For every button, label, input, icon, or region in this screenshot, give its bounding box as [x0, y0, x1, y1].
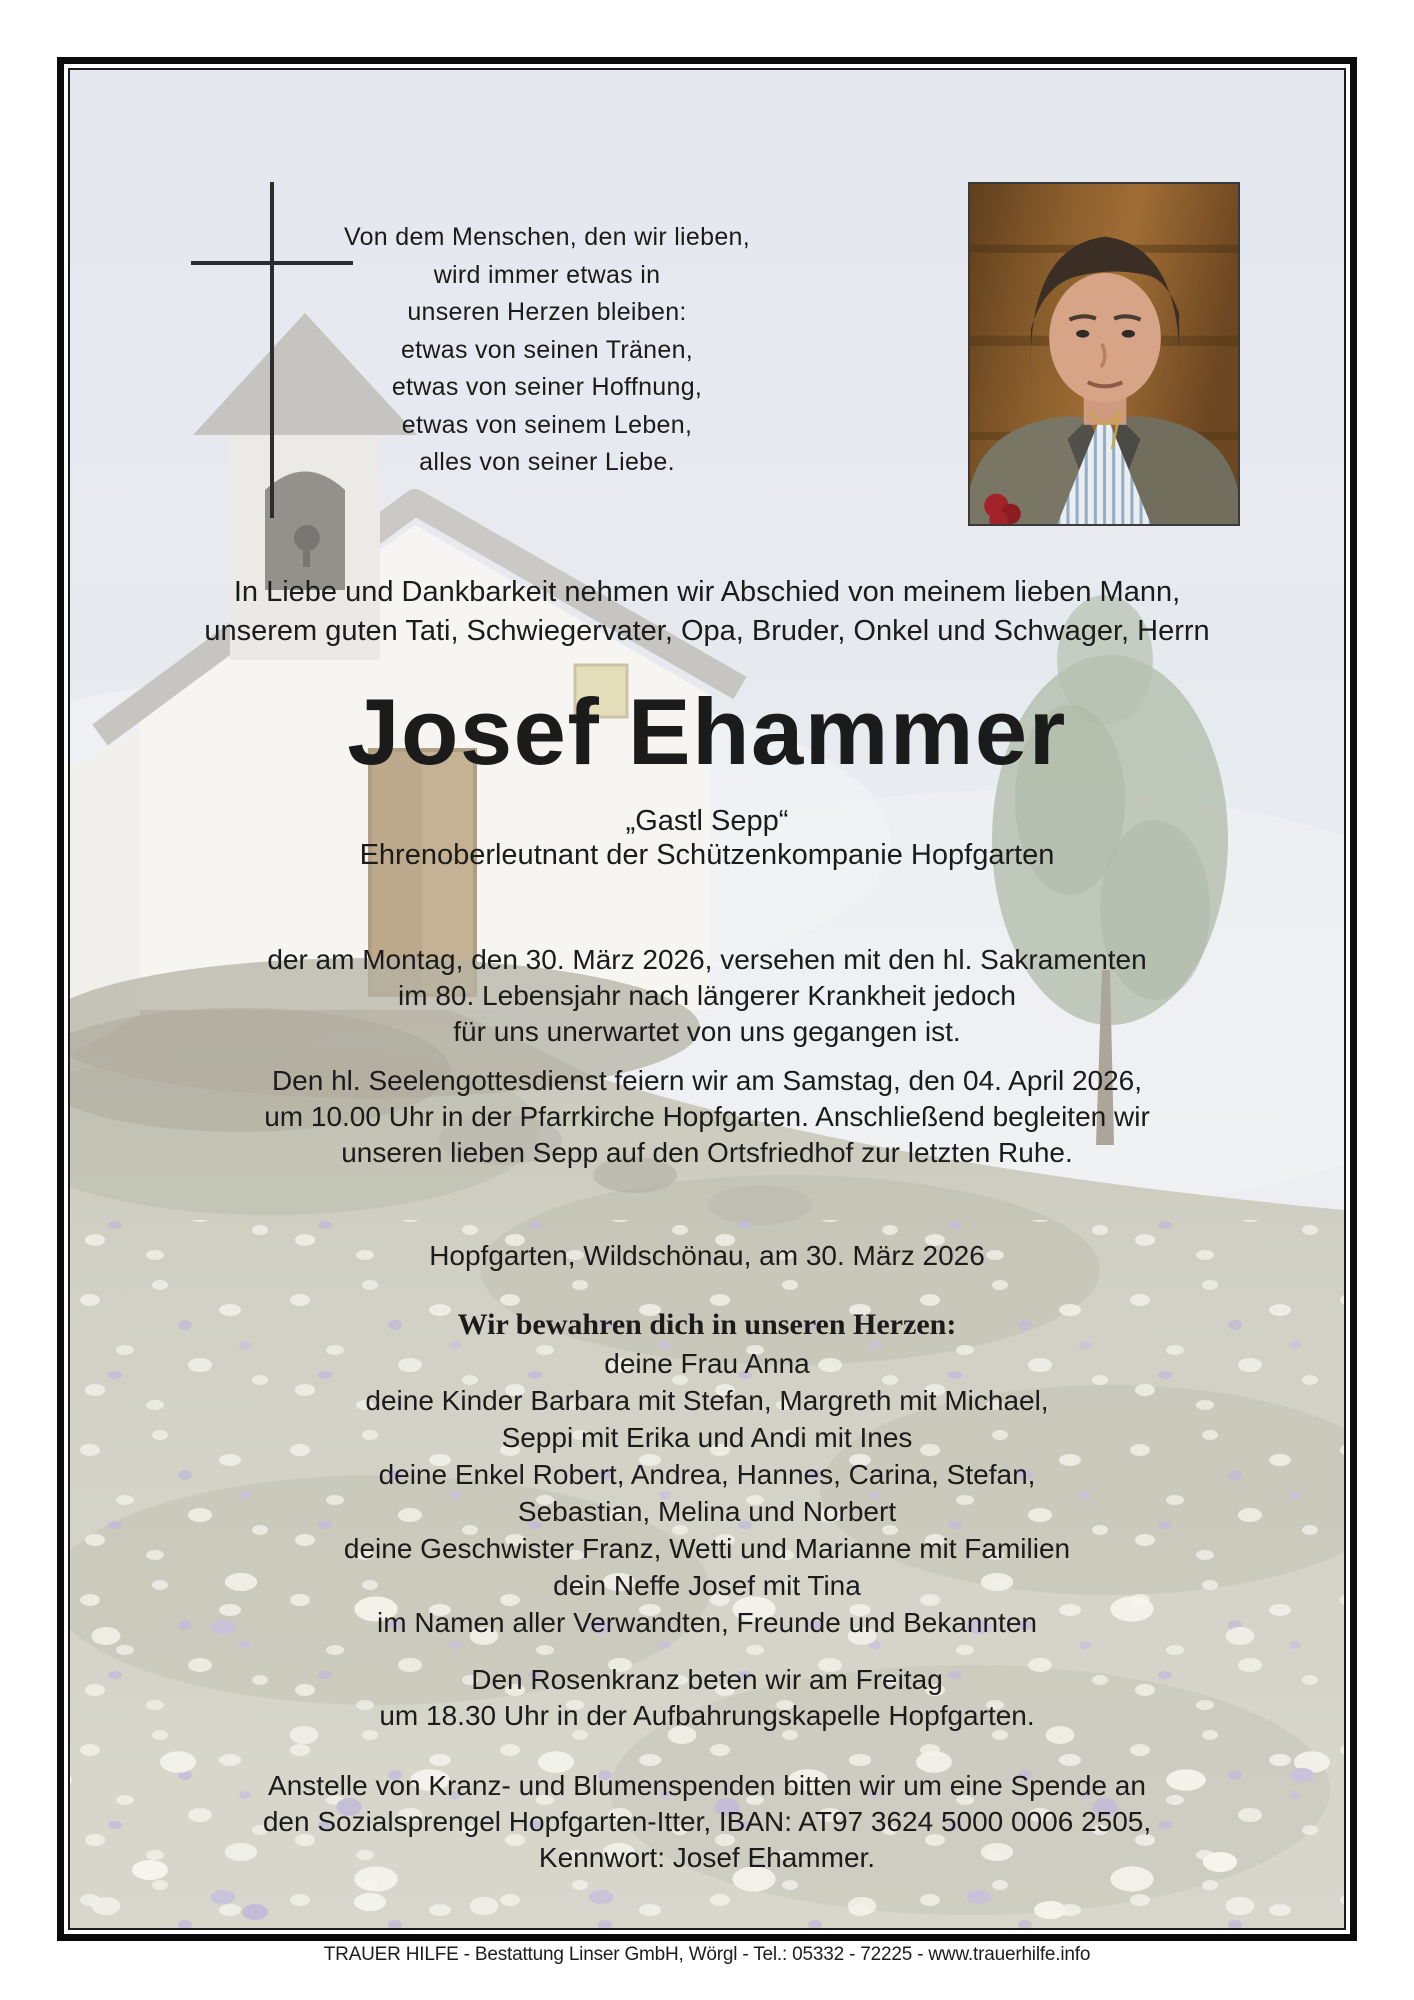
memorial-poem	[247, 219, 847, 482]
mourner-line: deine Frau Anna	[604, 1348, 810, 1379]
poem-line: etwas von seinem Leben,	[401, 410, 693, 439]
poem-line: alles von seiner Liebe.	[419, 448, 675, 476]
death-notice-line: der am Montag, den 30. März 2026, versehen mit den hl. Sakramenten	[267, 944, 1147, 975]
poem-line: unseren Herzen bleiben:	[407, 298, 687, 326]
mourner-line: deine Geschwister Franz, Wetti und Marianne mit Familien	[343, 1533, 1071, 1564]
memorial-card-frame	[57, 57, 1357, 1941]
farewell-intro	[70, 573, 1344, 651]
funeral-notice	[70, 1063, 1344, 1171]
mourner-line: Seppi mit Erika und Andi mit Ines	[501, 1422, 913, 1453]
death-notice	[70, 942, 1344, 1050]
funeral-home-footer: TRAUER HILFE - Bestattung Linser GmbH, Wörgl - Tel.: 05332 - 72225 - www.trauerhilfe.info	[323, 1944, 1091, 1965]
portrait-photo-image	[970, 184, 1238, 524]
rosary-line: Den Rosenkranz beten wir am Freitag	[471, 1664, 943, 1695]
mourner-line: deine Enkel Robert, Andrea, Hannes, Carina, Stefan,	[378, 1459, 1036, 1490]
donation-line: Kennwort: Josef Ehammer.	[538, 1842, 876, 1873]
funeral-notice-line: Den hl. Seelengottesdienst feiern wir am Samstag, den 04. April 2026,	[271, 1065, 1143, 1096]
deceased-name: Josef Ehammer	[347, 679, 1067, 784]
intro-line: In Liebe und Dankbarkeit nehmen wir Abschied von meinem lieben Mann,	[233, 576, 1181, 608]
deceased-honorific: Ehrenoberleutnant der Schützenkompanie Hopfgarten	[359, 839, 1055, 871]
donation-notice	[70, 1768, 1344, 1876]
place-dateline: Hopfgarten, Wildschönau, am 30. März 2026	[429, 1240, 985, 1271]
mourner-line: dein Neffe Josef mit Tina	[553, 1570, 861, 1601]
mourners-heading: Wir bewahren dich in unseren Herzen:	[457, 1308, 957, 1341]
mourners-list	[70, 1345, 1344, 1641]
poem-line: Von dem Menschen, den wir lieben,	[344, 223, 750, 251]
death-notice-line: im 80. Lebensjahr nach längerer Krankheit jedoch	[398, 980, 1016, 1011]
donation-line: den Sozialsprengel Hopfgarten-Itter, IBAN: AT97 3624 5000 0006 2505,	[262, 1806, 1152, 1837]
mourner-line: deine Kinder Barbara mit Stefan, Margreth mit Michael,	[365, 1385, 1049, 1416]
poem-line: etwas von seinen Tränen,	[400, 335, 694, 364]
rosary-notice	[70, 1662, 1344, 1734]
mourner-line: im Namen aller Verwandten, Freunde und Bekannten	[377, 1607, 1037, 1638]
donation-line: Anstelle von Kranz- und Blumenspenden bitten wir um eine Spende an	[268, 1770, 1146, 1801]
poem-line: etwas von seiner Hoffnung,	[391, 373, 703, 401]
poem-line: wird immer etwas in	[433, 260, 661, 289]
rosary-line: um 18.30 Uhr in der Aufbahrungskapelle Hopfgarten.	[379, 1700, 1035, 1731]
intro-line: unserem guten Tati, Schwiegervater, Opa, Bruder, Onkel und Schwager, Herrn	[204, 615, 1210, 647]
deceased-nickname: „Gastl Sepp“	[625, 805, 789, 837]
funeral-notice-line: unseren lieben Sepp auf den Ortsfriedhof zur letzten Ruhe.	[341, 1137, 1073, 1168]
mourner-line: Sebastian, Melina und Norbert	[517, 1496, 897, 1527]
memorial-card	[68, 68, 1346, 1930]
portrait-photo	[968, 182, 1240, 526]
funeral-notice-line: um 10.00 Uhr in der Pfarrkirche Hopfgarten. Anschließend begleiten wir	[264, 1101, 1150, 1132]
death-notice-line: für uns unerwartet von uns gegangen ist.	[453, 1016, 961, 1047]
